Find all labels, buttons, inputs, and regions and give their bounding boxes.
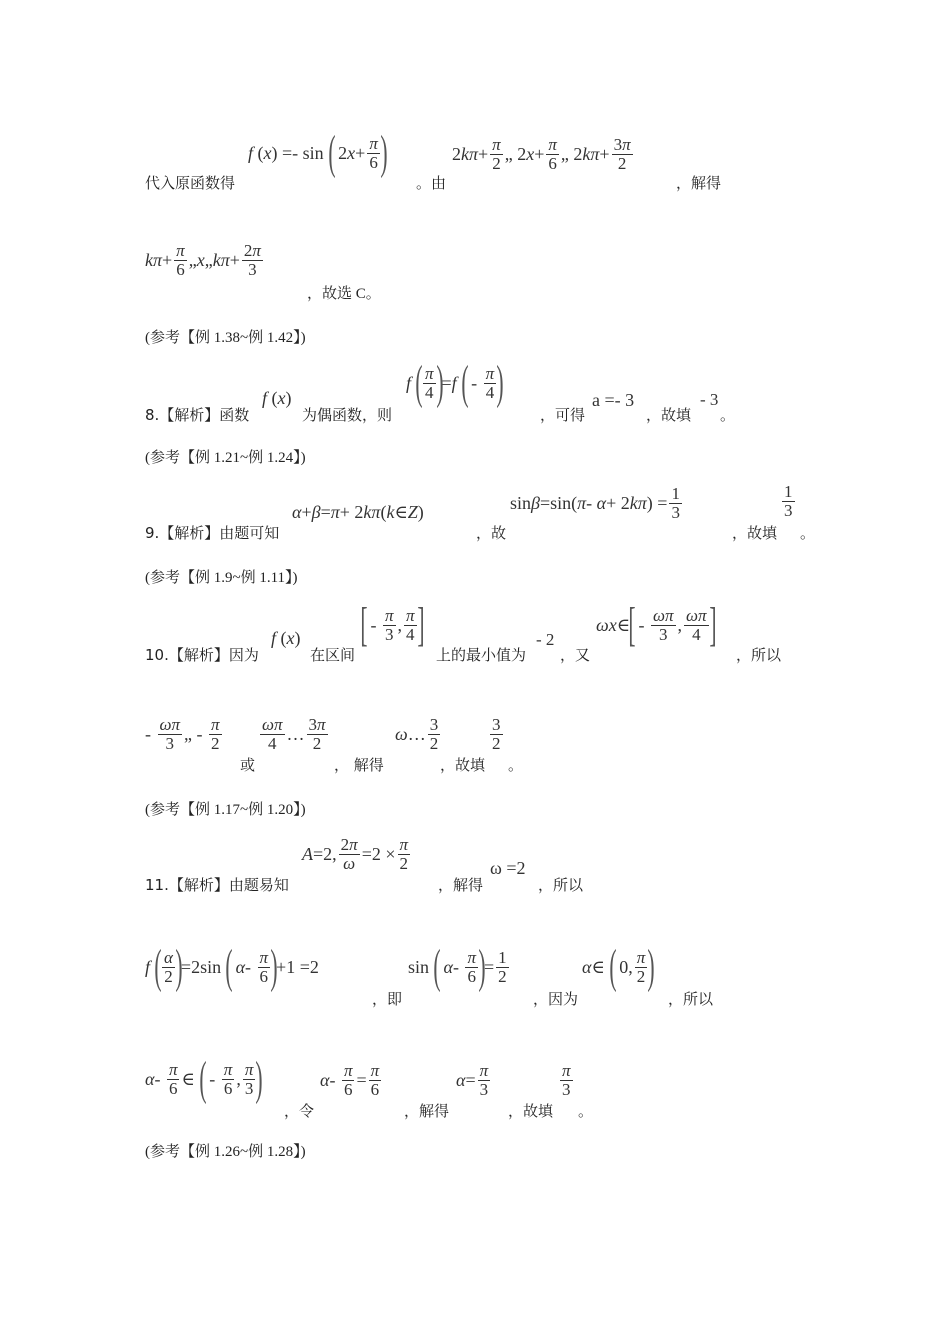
text-period: 。 xyxy=(508,756,524,774)
text-choose-c: ，故选 C。 xyxy=(307,286,381,302)
text-ji: ，即 xyxy=(372,990,403,1008)
problem-8-label: 8.【解析】函数 xyxy=(145,406,250,424)
text-gu: ，故 xyxy=(476,524,507,542)
answer-one-third: $\frac{1}{3}$ xyxy=(784,481,793,520)
text-ling: ，令 xyxy=(284,1102,315,1120)
reference-note: (参考【例 1.26~例 1.28】) xyxy=(145,1144,306,1160)
text-even-function: 为偶函数，则 xyxy=(302,406,393,424)
formula-interval: [ - $\frac{\pi}{3}$ , $\frac{\pi}{4}$ ] xyxy=(360,598,425,651)
formula-f-x: f ( x ) xyxy=(262,387,292,408)
reference-note: (参考【例 1.9~例 1.11】) xyxy=(145,570,298,586)
text-jiede: ，解得 xyxy=(404,1102,450,1120)
formula-sin-beta: sin β =sin( π - α + 2 kπ ) = $\frac{1}{3}$ xyxy=(510,483,680,522)
formula-alpha-beta: α + β = π + 2 kπ ( k ∈ Z ) xyxy=(292,501,424,522)
text-suoyi: ，所以 xyxy=(736,646,782,664)
text-suoyi: ，所以 xyxy=(668,990,714,1008)
text-kede: ，可得 xyxy=(540,406,586,424)
reference-note: (参考【例 1.21~例 1.24】) xyxy=(145,450,306,466)
text-period: 。 xyxy=(800,524,816,542)
formula-a-eq: a =- 3 xyxy=(592,389,635,410)
formula-omega-result: ω … $\frac{3}{2}$ xyxy=(395,714,439,753)
text-period: 。 xyxy=(720,406,736,424)
text-you: ，又 xyxy=(560,646,591,664)
text-substitute: 代入原函数得 xyxy=(145,174,236,192)
formula-omega-condition-2: $\frac{\omega\pi}{4}$ … $\frac{3\pi}{2}$ xyxy=(262,714,326,753)
formula-omega-condition: - $\frac{\omega\pi}{3}$ „ - $\frac{\pi}{2}$ xyxy=(145,714,220,753)
reference-note: (参考【例 1.38~例 1.42】) xyxy=(145,330,306,346)
reference-note: (参考【例 1.17~例 1.20】) xyxy=(145,802,306,818)
text-interval: 在区间 xyxy=(310,646,356,664)
text-fill-in: ，故填 xyxy=(646,406,692,424)
text-jiede: ，解得 xyxy=(676,174,722,192)
formula-omega-x-range: ωx ∈ [ - $\frac{\omega\pi}{3}$ , $\frac{\omega\pi}{4}$ ] xyxy=(596,598,717,651)
formula-sin-value: sin ( α - $\frac{\pi}{6}$ ) = $\frac{1}{2}$ xyxy=(408,940,507,993)
problem-9-label: 9.【解析】由题可知 xyxy=(145,524,280,542)
formula-f-alpha-half: f ( $\frac{\alpha}{2}$ ) =2sin ( α - $\frac{\pi}{6}$ ) +1 =2 xyxy=(145,940,319,993)
answer-neg3: - 3 xyxy=(700,390,719,409)
text-min-value: 上的最小值为 xyxy=(436,646,527,664)
text-yinwei: ，因为 xyxy=(533,990,579,1008)
answer-pi-third: $\frac{\pi}{3}$ xyxy=(562,1060,571,1099)
formula-even-condition: f ( $\frac{\pi}{4}$ ) = f ( - $\frac{\pi}{4}$ ) xyxy=(406,356,504,409)
text-you: 。由 xyxy=(416,174,447,192)
value-neg2: - 2 xyxy=(536,630,555,649)
text-suoyi: ，所以 xyxy=(538,876,584,894)
formula-omega-eq-2: ω =2 xyxy=(490,857,526,878)
formula-f-x: f ( x ) xyxy=(271,627,301,648)
formula-a-omega: A =2, $\frac{2\pi}{\omega}$ =2 × $\frac{\pi}{2}$ xyxy=(302,834,409,873)
text-fill-in: ，故填 xyxy=(508,1102,554,1120)
formula-alpha-range: α ∈ ( 0, $\frac{\pi}{2}$ ) xyxy=(582,940,655,993)
formula-alpha-result: α = $\frac{\pi}{3}$ xyxy=(456,1060,489,1099)
text-jiede: ，解得 xyxy=(438,876,484,894)
formula-f-x-neg-sin: f ( x ) =- sin ( 2 x + $\frac{\pi}{6}$ ) xyxy=(248,126,388,179)
problem-11-label: 11.【解析】由题易知 xyxy=(145,876,289,894)
formula-alpha-shift-range: α - $\frac{\pi}{6}$ ∈ ( - $\frac{\pi}{6}$ , $\frac{\pi}{3}$ ) xyxy=(145,1052,263,1105)
formula-x-range: kπ + $\frac{\pi}{6}$ „ x „ kπ + $\frac{2\pi}{3}$ xyxy=(145,240,261,279)
text-fill-in: ，故填 xyxy=(732,524,778,542)
answer-three-halves: $\frac{3}{2}$ xyxy=(492,714,501,753)
text-or: 或 xyxy=(240,756,256,774)
formula-alpha-eq: α - $\frac{\pi}{6}$ = $\frac{\pi}{6}$ xyxy=(320,1060,380,1099)
formula-interval-condition: 2 kπ + $\frac{\pi}{2}$ „ 2 x + $\frac{\pi}{6}$ „ 2 kπ + $\frac{3\pi}{2}$ xyxy=(452,134,631,173)
text-fill-in: ，故填 xyxy=(440,756,486,774)
text-period: 。 xyxy=(578,1102,594,1120)
problem-10-label: 10.【解析】因为 xyxy=(145,646,259,664)
text-jiede: ， 解得 xyxy=(334,756,384,774)
